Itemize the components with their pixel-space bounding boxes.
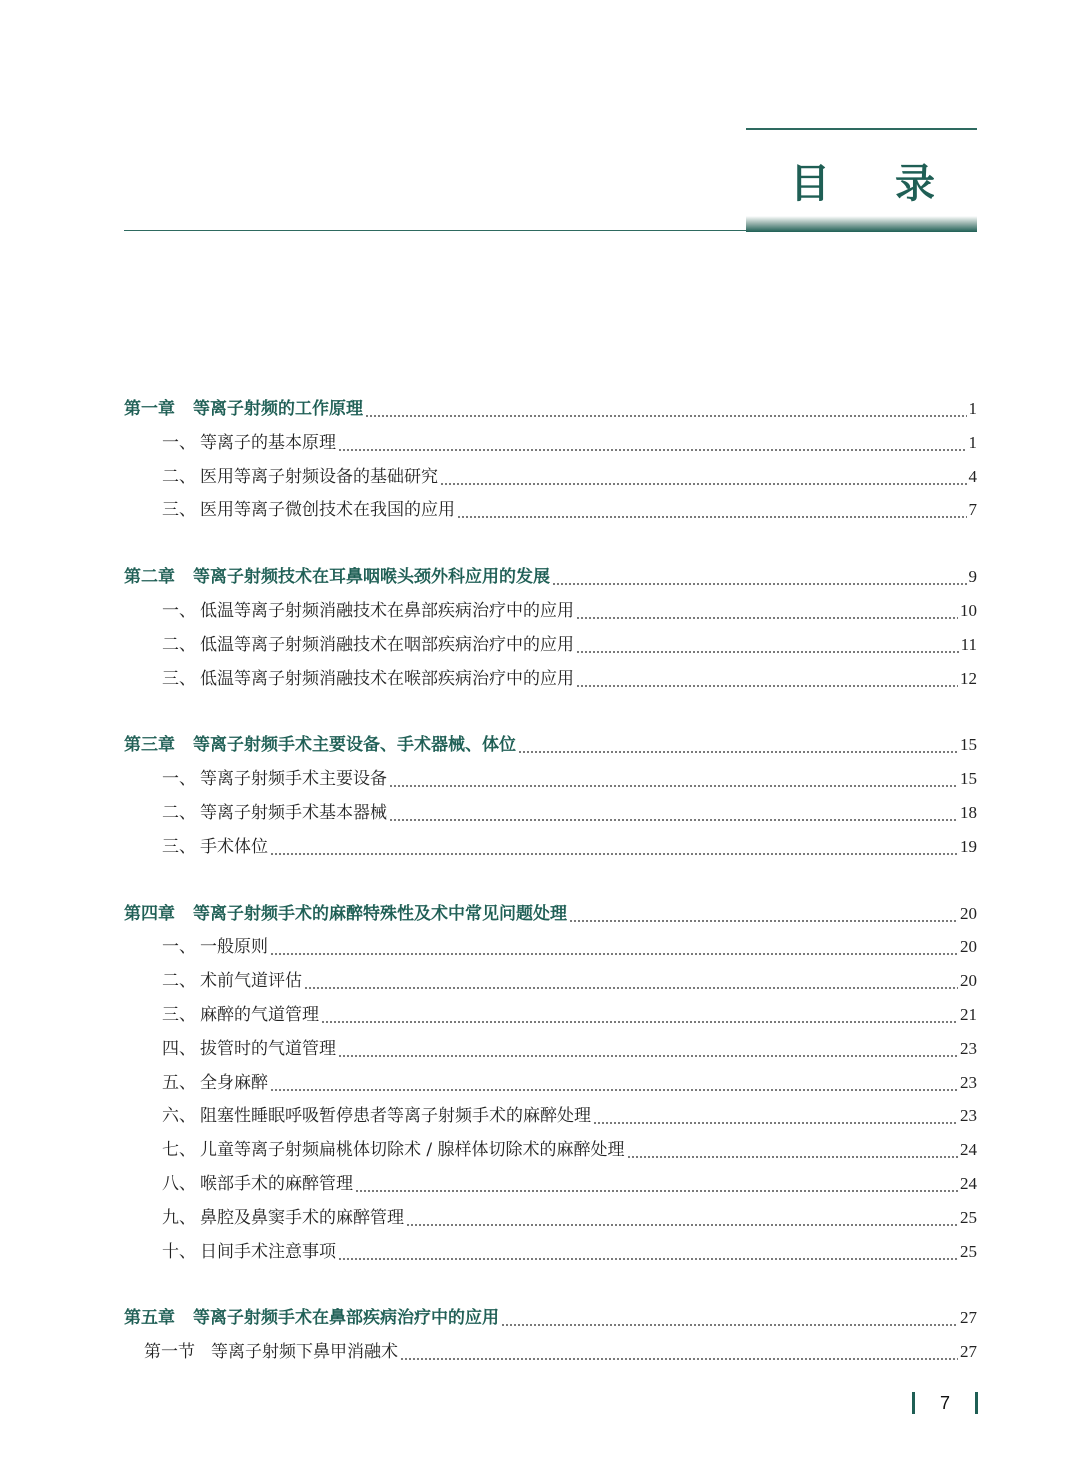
toc-page-number: 4 xyxy=(968,466,977,486)
header-rule xyxy=(124,230,746,231)
dot-leader xyxy=(501,1301,958,1335)
toc-number: 二、 xyxy=(162,634,196,655)
page-number-right-bar xyxy=(975,1392,978,1414)
dot-leader xyxy=(576,662,958,696)
toc-page-number: 21 xyxy=(960,1004,977,1024)
dot-leader xyxy=(270,830,958,864)
toc-label xyxy=(162,763,387,797)
title-top-rule xyxy=(746,128,977,130)
toc-label xyxy=(162,797,387,831)
toc-page-number: 24 xyxy=(960,1140,977,1160)
dot-leader xyxy=(355,1167,958,1201)
page-number: 7 xyxy=(939,1392,950,1413)
toc-number: 一、 xyxy=(162,937,196,958)
toc-page-number: 15 xyxy=(960,769,977,789)
title-char-right: 录 xyxy=(895,160,935,207)
dot-leader xyxy=(365,392,967,426)
toc-title: 低温等离子射频消融技术在鼻部疾病治疗中的应用 xyxy=(200,600,574,621)
toc-chapter-row[interactable] xyxy=(124,392,977,426)
toc-title: 等离子射频手术主要设备、手术器械、体位 xyxy=(193,735,516,756)
toc-section-row[interactable] xyxy=(124,1099,977,1133)
toc-chapter-row[interactable] xyxy=(124,728,977,762)
toc-label xyxy=(162,629,574,663)
toc-page-number: 23 xyxy=(960,1106,977,1126)
toc-section-row[interactable] xyxy=(124,1167,977,1201)
toc-title: 等离子射频下鼻甲消融术 xyxy=(211,1342,398,1363)
toc-chapter xyxy=(124,728,977,863)
toc-section-row[interactable] xyxy=(124,998,977,1032)
toc-title: 等离子射频手术在鼻部疾病治疗中的应用 xyxy=(193,1308,499,1329)
toc-title: 低温等离子射频消融技术在喉部疾病治疗中的应用 xyxy=(200,668,574,689)
toc-title: 喉部手术的麻醉管理 xyxy=(200,1173,353,1194)
dot-leader xyxy=(338,1235,958,1269)
toc-chapter-row[interactable] xyxy=(124,897,977,931)
toc-label xyxy=(162,663,574,697)
toc-title: 等离子射频手术主要设备 xyxy=(200,769,387,790)
toc-title: 等离子射频手术的麻醉特殊性及术中常见问题处理 xyxy=(193,903,567,924)
dot-leader xyxy=(406,1201,958,1235)
toc-label xyxy=(162,1100,591,1134)
toc-title: 麻醉的气道管理 xyxy=(200,1004,319,1025)
title-band xyxy=(746,216,977,232)
toc-section-row[interactable] xyxy=(124,796,977,830)
toc-section-row[interactable] xyxy=(124,594,977,628)
toc-chapter-row[interactable] xyxy=(124,560,977,594)
toc-number: 二、 xyxy=(162,802,196,823)
toc-page-number: 9 xyxy=(968,567,977,587)
toc-number: 八、 xyxy=(162,1173,196,1194)
toc-page-number: 12 xyxy=(960,668,977,688)
toc-page-number: 1 xyxy=(968,432,977,452)
toc-number: 四、 xyxy=(162,1038,196,1059)
toc-section-row[interactable] xyxy=(124,930,977,964)
toc-page-number: 23 xyxy=(960,1072,977,1092)
toc-label xyxy=(162,965,302,999)
dot-leader xyxy=(321,998,958,1032)
toc-number: 第四章 xyxy=(124,903,175,924)
toc-number: 六、 xyxy=(162,1106,196,1127)
toc-section-row[interactable] xyxy=(124,493,977,527)
toc-section-row[interactable] xyxy=(124,1066,977,1100)
toc-label xyxy=(162,494,455,528)
toc-title: 手术体位 xyxy=(200,836,268,857)
toc-title: 儿童等离子射频扁桃体切除术 / 腺样体切除术的麻醉处理 xyxy=(200,1140,625,1161)
toc-chapter-row[interactable] xyxy=(124,1301,977,1335)
dot-leader xyxy=(400,1335,958,1369)
dot-leader xyxy=(576,594,958,628)
toc-page-number: 23 xyxy=(960,1038,977,1058)
toc-number: 二、 xyxy=(162,466,196,487)
toc-label xyxy=(124,393,363,427)
toc-number: 二、 xyxy=(162,971,196,992)
toc-chapter xyxy=(124,897,977,1269)
toc-number: 十、 xyxy=(162,1241,196,1262)
toc-title: 一般原则 xyxy=(200,937,268,958)
toc-label xyxy=(162,1033,336,1067)
toc-label xyxy=(162,1134,625,1168)
toc-section-row[interactable] xyxy=(124,762,977,796)
toc-number: 第三章 xyxy=(124,735,175,756)
toc-title: 医用等离子微创技术在我国的应用 xyxy=(200,500,455,521)
toc-title: 等离子射频的工作原理 xyxy=(193,399,363,419)
page-number-left-bar xyxy=(912,1392,915,1414)
toc-chapter xyxy=(124,560,977,695)
toc-title: 低温等离子射频消融技术在咽部疾病治疗中的应用 xyxy=(200,634,574,655)
dot-leader xyxy=(518,728,958,762)
dot-leader xyxy=(338,426,967,460)
dot-leader xyxy=(270,1066,958,1100)
dot-leader xyxy=(569,897,958,931)
toc-page-number: 27 xyxy=(960,1342,977,1362)
toc-page-number: 25 xyxy=(960,1207,977,1227)
dot-leader xyxy=(304,964,958,998)
toc-title: 鼻腔及鼻窦手术的麻醉管理 xyxy=(200,1207,404,1228)
toc-number: 三、 xyxy=(162,668,196,689)
toc-title: 医用等离子射频设备的基础研究 xyxy=(200,466,438,487)
toc-page-number: 20 xyxy=(960,971,977,991)
toc-title: 拔管时的气道管理 xyxy=(200,1038,336,1059)
toc-section-row[interactable] xyxy=(124,460,977,494)
toc-title: 等离子射频手术基本器械 xyxy=(200,802,387,823)
toc-number: 五、 xyxy=(162,1072,196,1093)
toc-page-number: 20 xyxy=(960,937,977,957)
toc-section-row[interactable] xyxy=(124,1133,977,1167)
toc-number: 三、 xyxy=(162,1004,196,1025)
toc-number: 三、 xyxy=(162,836,196,857)
toc-page-number: 24 xyxy=(960,1173,977,1193)
toc-label xyxy=(162,1236,336,1270)
toc-page-number: 19 xyxy=(960,836,977,856)
toc-label xyxy=(162,1168,353,1202)
toc-label xyxy=(162,831,268,865)
toc-section-row[interactable] xyxy=(124,830,977,864)
toc-page-number: 25 xyxy=(960,1241,977,1261)
dot-leader xyxy=(576,628,959,662)
toc-page-number: 18 xyxy=(960,802,977,822)
toc-number: 第一节 xyxy=(144,1342,195,1363)
toc-title: 等离子的基本原理 xyxy=(200,432,336,453)
toc-section-row[interactable] xyxy=(124,964,977,998)
toc-label xyxy=(124,898,567,932)
dot-leader xyxy=(270,930,958,964)
page-title xyxy=(746,150,977,210)
toc-section-row[interactable] xyxy=(124,1235,977,1269)
dot-leader xyxy=(627,1133,958,1167)
toc-section-row[interactable] xyxy=(124,662,977,696)
dot-leader xyxy=(593,1099,958,1133)
toc-label xyxy=(162,595,574,629)
toc-page-number: 15 xyxy=(960,735,977,755)
toc-section-row[interactable] xyxy=(124,1032,977,1066)
toc-label xyxy=(124,1302,499,1336)
toc-label xyxy=(162,1067,268,1101)
toc-label xyxy=(162,999,319,1033)
dot-leader xyxy=(338,1032,958,1066)
toc-title: 术前气道评估 xyxy=(200,971,302,992)
toc-label xyxy=(124,729,516,763)
page-number-block xyxy=(912,1390,978,1416)
toc-number: 第五章 xyxy=(124,1308,175,1329)
toc-label xyxy=(162,427,336,461)
toc-number: 一、 xyxy=(162,769,196,790)
toc-title: 全身麻醉 xyxy=(200,1072,268,1093)
toc-page-number: 11 xyxy=(960,634,977,654)
toc-title: 日间手术注意事项 xyxy=(200,1241,336,1262)
toc-label xyxy=(162,1202,404,1236)
dot-leader xyxy=(457,493,967,527)
toc-page-number: 7 xyxy=(968,500,977,520)
dot-leader xyxy=(389,762,958,796)
toc-page-number: 10 xyxy=(960,600,977,620)
toc-chapter xyxy=(124,1301,977,1369)
toc-number: 第一章 xyxy=(124,399,175,419)
dot-leader xyxy=(552,560,967,594)
toc-number: 七、 xyxy=(162,1140,196,1161)
toc-number: 九、 xyxy=(162,1207,196,1228)
dot-leader xyxy=(440,460,967,494)
toc-number: 一、 xyxy=(162,600,196,621)
toc-page-number: 27 xyxy=(960,1308,977,1328)
toc-chapter xyxy=(124,392,977,527)
toc-title: 等离子射频技术在耳鼻咽喉头颈外科应用的发展 xyxy=(193,567,550,588)
table-of-contents xyxy=(124,392,977,1402)
toc-label xyxy=(144,1336,398,1370)
toc-section-row[interactable] xyxy=(124,426,977,460)
toc-section-row[interactable] xyxy=(124,1201,977,1235)
toc-subsection-row[interactable] xyxy=(124,1335,977,1369)
dot-leader xyxy=(389,796,958,830)
title-char-left: 目 xyxy=(790,160,830,207)
toc-page-number: 1 xyxy=(968,399,977,418)
toc-title: 阻塞性睡眠呼吸暂停患者等离子射频手术的麻醉处理 xyxy=(200,1106,591,1127)
toc-section-row[interactable] xyxy=(124,628,977,662)
toc-page-number: 20 xyxy=(960,903,977,923)
toc-label xyxy=(162,931,268,965)
toc-label xyxy=(124,561,550,595)
toc-label xyxy=(162,461,438,495)
toc-number: 一、 xyxy=(162,432,196,453)
toc-number: 三、 xyxy=(162,500,196,521)
toc-number: 第二章 xyxy=(124,567,175,588)
